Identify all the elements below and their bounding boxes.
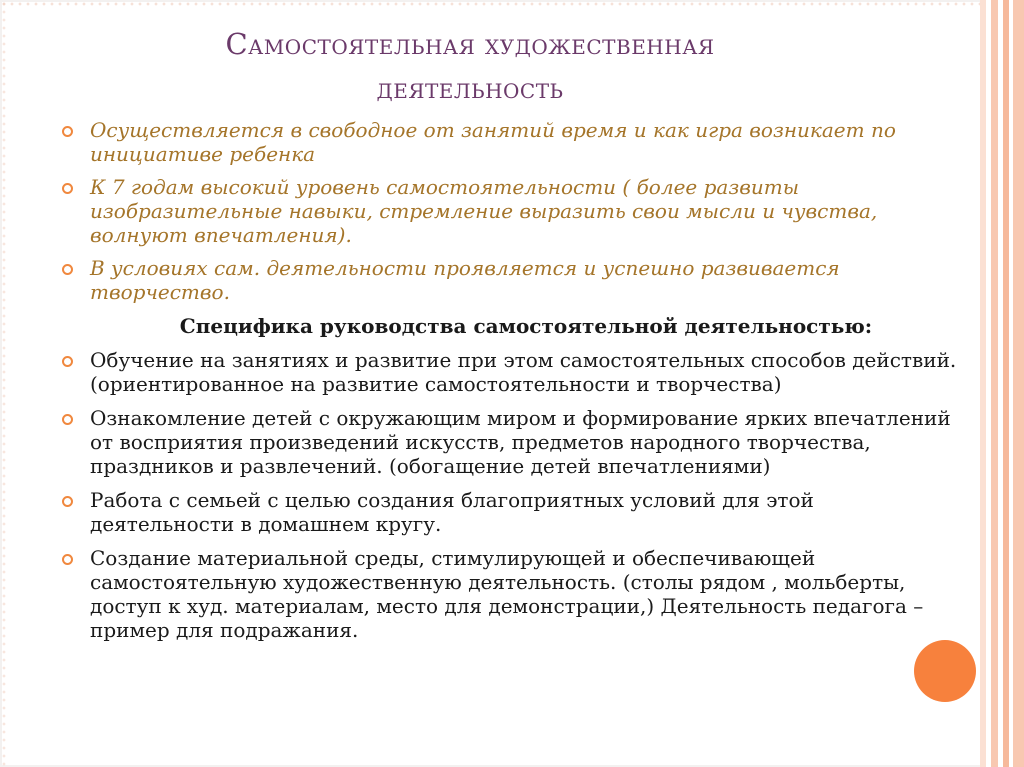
list-item-text: Работа с семьей с целью создания благоприятных условий для этой деятельности в домашнем кругу. — [90, 488, 814, 536]
list-item-text: В условиях сам. деятельности проявляется и успешно развивается творчество. — [90, 256, 840, 304]
list-item — [62, 546, 962, 642]
slide-title-line-1: Самостоятельная художественная — [225, 27, 715, 61]
list-item — [62, 348, 962, 396]
bullet-icon — [62, 126, 73, 137]
bullet-icon — [62, 183, 73, 194]
list-item-text: Обучение на занятиях и развитие при этом самостоятельных способов действий.(ориентированное на развитие самостоятельности и творчества) — [90, 348, 957, 396]
decorative-dots-top — [0, 0, 980, 10]
bullet-icon — [62, 264, 73, 275]
list-item — [62, 118, 962, 166]
bullet-list — [62, 118, 962, 642]
slide-title — [110, 22, 830, 110]
slide-title-line-2: деятельность — [376, 71, 564, 105]
list-item-text: Ознакомление детей с окружающим миром и формирование ярких впечатлений от восприятия произведений искусств, предметов народного творчества, праздников и развлечений. (обогащение детей впечатлениями) — [90, 406, 951, 478]
list-item-text: Осуществляется в свободное от занятий время и как игра возникает по инициативе ребенка — [90, 118, 896, 166]
list-item-text: К 7 годам высокий уровень самостоятельности ( более развиты изобразительные навыки, стремление выразить свои мысли и чувства, волнуют впечатления). — [90, 175, 878, 247]
list-item — [62, 488, 962, 536]
list-item — [62, 175, 962, 247]
list-item — [62, 406, 962, 478]
bullet-icon — [62, 414, 73, 425]
section-subheading: Специфика руководства самостоятельной деятельностью: — [179, 314, 873, 338]
decorative-orange-circle — [914, 640, 976, 702]
bullet-icon — [62, 356, 73, 367]
bullet-icon — [62, 496, 73, 507]
decorative-stripes-right — [980, 0, 1024, 767]
decorative-dots-left — [0, 0, 10, 767]
list-item-text: Создание материальной среды, стимулирующей и обеспечивающей самостоятельную художественную деятельность. (столы рядом , мольберты, доступ к худ. материалам, место для демонстрации,) Деятельность педагога – пример для подражания. — [90, 546, 924, 642]
bullet-icon — [62, 554, 73, 565]
list-item — [62, 256, 962, 304]
